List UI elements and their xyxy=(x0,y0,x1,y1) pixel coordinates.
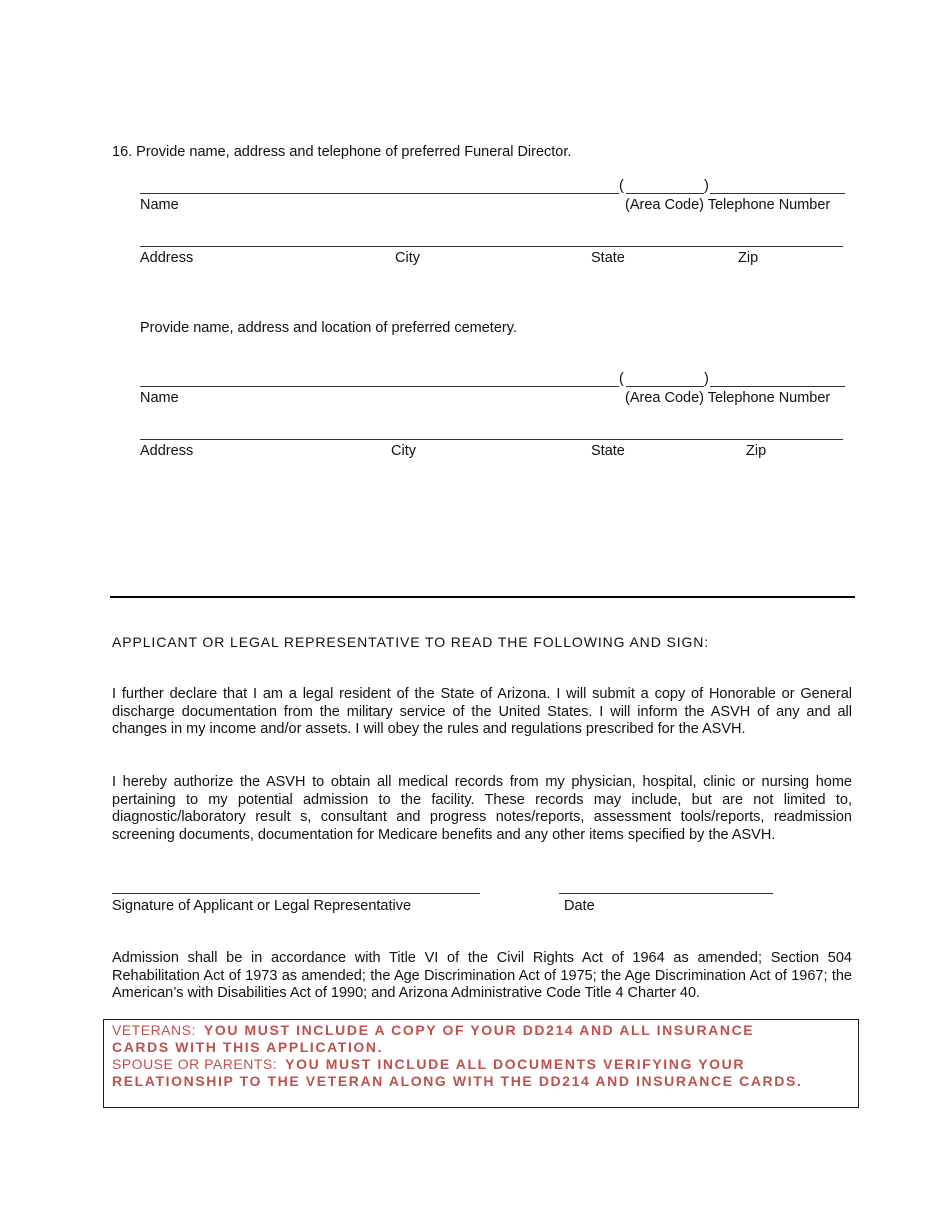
signature-field[interactable] xyxy=(112,893,480,894)
cemetery-phone-field[interactable] xyxy=(710,386,845,387)
cemetery-name-label: Name xyxy=(140,390,179,406)
cemetery-name-field[interactable] xyxy=(140,386,619,387)
funeral-area-code-field[interactable] xyxy=(626,193,704,194)
funeral-paren-open: ( xyxy=(619,178,624,194)
cemetery-address-label: Address xyxy=(140,443,194,459)
cemetery-paren-close: ) xyxy=(704,371,709,387)
cemetery-address-field[interactable] xyxy=(140,439,843,440)
funeral-zip-label: Zip xyxy=(738,250,759,266)
date-label: Date xyxy=(564,898,595,914)
cemetery-area-code-field[interactable] xyxy=(626,386,704,387)
spouse-notice-text-continued: RELATIONSHIP TO THE VETERAN ALONG WITH THE DD214 AND INSURANCE CARDS. xyxy=(112,1073,803,1089)
spouse-notice-line-2 xyxy=(112,1073,852,1091)
spouse-notice-text: YOU MUST INCLUDE ALL DOCUMENTS VERIFYING YOUR xyxy=(285,1056,746,1072)
required-documents-notice xyxy=(103,1019,859,1108)
funeral-phone-label: (Area Code) Telephone Number xyxy=(625,197,831,213)
cemetery-paren-open: ( xyxy=(619,371,624,387)
cemetery-city-label: City xyxy=(391,443,416,459)
veterans-notice-line-1 xyxy=(112,1022,852,1040)
veterans-notice-text-continued: CARDS WITH THIS APPLICATION. xyxy=(112,1039,384,1055)
cemetery-zip-label: Zip xyxy=(746,443,767,459)
cemetery-question: Provide name, address and location of preferred cemetery. xyxy=(140,320,517,336)
date-field[interactable] xyxy=(559,893,773,894)
signature-label: Signature of Applicant or Legal Representative xyxy=(112,898,412,914)
funeral-state-label: State xyxy=(591,250,625,266)
declaration-paragraph-residency: I further declare that I am a legal resident of the State of Arizona. I will submit a copy of Honorable or General discharge documentation from the military service of the United States. I will inform the ASVH of any and all changes in my income and/or assets. I will obey the rules and regulations prescribed for the ASVH. xyxy=(112,686,852,738)
funeral-name-label: Name xyxy=(140,197,179,213)
veterans-notice-line-2 xyxy=(112,1039,852,1057)
declaration-heading: APPLICANT OR LEGAL REPRESENTATIVE TO READ THE FOLLOWING AND SIGN: xyxy=(112,634,710,650)
funeral-name-field[interactable] xyxy=(140,193,619,194)
funeral-city-label: City xyxy=(395,250,420,266)
cemetery-state-label: State xyxy=(591,443,625,459)
funeral-question: 16. Provide name, address and telephone of preferred Funeral Director. xyxy=(112,144,572,160)
funeral-address-label: Address xyxy=(140,250,194,266)
spouse-parents-label: SPOUSE OR PARENTS: xyxy=(112,1056,278,1072)
spouse-notice-line-1 xyxy=(112,1056,852,1074)
section-divider xyxy=(110,596,855,598)
funeral-paren-close: ) xyxy=(704,178,709,194)
admission-statement: Admission shall be in accordance with Title VI of the Civil Rights Act of 1964 as amended; Section 504 Rehabilitation Act of 1973 as amended; the Age Discrimination Act of 1975; the Age Discrimination Act of 1967; the American’s with Disabilities Act of 1990; and Arizona Administrative Code Title 4 Charter 40. xyxy=(112,950,852,1002)
declaration-paragraph-medical-records: I hereby authorize the ASVH to obtain all medical records from my physician, hospital, clinic or nursing home pertaining to my potential admission to the facility. These records may include, but are not limited to, diagnostic/laboratory result s, consultant and progress notes/reports, assessment tools/reports, readmission screening documents, documentation for Medicare benefits and any other items specified by the ASVH. xyxy=(112,774,852,843)
cemetery-phone-label: (Area Code) Telephone Number xyxy=(625,390,831,406)
funeral-address-field[interactable] xyxy=(140,246,843,247)
veterans-label: VETERANS: xyxy=(112,1022,196,1038)
funeral-phone-field[interactable] xyxy=(710,193,845,194)
veterans-notice-text: YOU MUST INCLUDE A COPY OF YOUR DD214 AND ALL INSURANCE xyxy=(203,1022,755,1038)
